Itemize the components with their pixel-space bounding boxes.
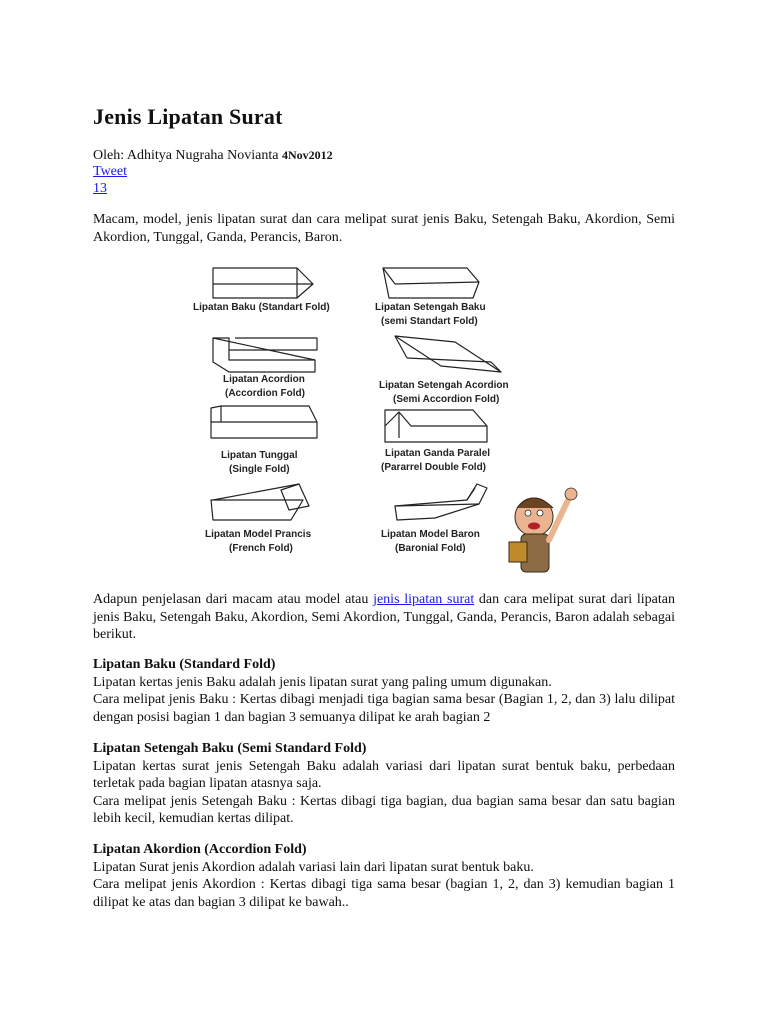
label-acordion-2: (Accordion Fold) [225,388,305,399]
label-acordion-1: Lipatan Acordion [223,374,305,385]
section-title: Lipatan Setengah Baku (Semi Standard Fold) [93,741,367,756]
label-tunggal-2: (Single Fold) [229,464,290,475]
label-prancis-2: (French Fold) [229,543,293,554]
tweet-link[interactable]: Tweet [93,164,128,179]
section-line: Lipatan kertas jenis Baku adalah jenis lipatan surat yang paling umum digunakan. [93,674,552,690]
byline [93,148,333,164]
acordion-fold-drawing [213,338,317,372]
cartoon-character-image [509,488,577,572]
label-baku-1: Lipatan Baku (Standart Fold) [193,302,330,313]
page-title: Jenis Lipatan Surat [93,104,283,129]
section-line: Lipatan kertas surat jenis Setengah Baku adalah variasi dari lipatan surat bentuk baku, perbedaan terletak pada bagian lipatan atasnya saja. [93,758,675,791]
label-setengah-acordion-1: Lipatan Setengah Acordion [379,380,509,391]
post-date: 4Nov2012 [281,148,333,162]
setengah-baku-fold-drawing [383,268,479,298]
section-line: Cara melipat jenis Setengah Baku : Kertas dibagi tiga bagian, dua bagian sama besar dan satu bagian lebih kecil, kemudian kertas dilipat. [93,793,675,826]
section-title: Lipatan Baku (Standard Fold) [93,657,276,672]
section-setengah-baku [93,740,675,828]
setengah-acordion-fold-drawing [395,336,501,372]
tweet-count-link[interactable]: 13 [93,181,107,196]
prancis-fold-drawing [211,484,309,520]
label-setengah-acordion-2: (Semi Accordion Fold) [393,394,500,405]
section-line: Lipatan Surat jenis Akordion adalah variasi lain dari lipatan surat bentuk baku. [93,859,534,875]
baron-fold-drawing [395,484,487,520]
ganda-fold-drawing [385,410,487,442]
section-baku [93,656,675,726]
label-setengah-baku-2: (semi Standart Fold) [381,316,478,327]
label-ganda-1: Lipatan Ganda Paralel [385,448,491,459]
label-ganda-2: (Pararrel Double Fold) [381,462,487,473]
tunggal-fold-drawing [211,406,317,438]
label-tunggal-1: Lipatan Tunggal [221,450,298,461]
jenis-lipatan-surat-link[interactable]: jenis lipatan surat [373,592,475,607]
explanation-text-before: Adapun penjelasan dari macam atau model atau [93,592,374,607]
intro-paragraph: Macam, model, jenis lipatan surat dan cara melipat surat jenis Baku, Setengah Baku, Akordion, Semi Akordion, Tunggal, Ganda, Perancis, Baron. [93,212,675,245]
label-baron-2: (Baronial Fold) [395,543,466,554]
section-title: Lipatan Akordion (Accordion Fold) [93,842,307,857]
label-baron-1: Lipatan Model Baron [381,529,480,540]
baku-fold-drawing [213,268,313,298]
section-line: Cara melipat jenis Baku : Kertas dibagi menjadi tiga bagian sama besar (Bagian 1, 2, dan 3) lalu dilipat dengan posisi bagian 1 dan bagian 3 semuanya dilipat ke arah bagian 2 [93,692,675,725]
label-prancis-1: Lipatan Model Prancis [205,529,312,540]
explanation-paragraph [93,591,675,644]
label-setengah-baku-1: Lipatan Setengah Baku [375,302,486,313]
section-line: Cara melipat jenis Akordion : Kertas dibagi tiga sama besar (bagian 1, 2, dan 3) kemudian bagian 1 dilipat ke atas dan bagian 3 dilipat ke bawah.. [93,877,675,910]
section-akordion [93,841,675,911]
fold-types-illustration [185,262,595,582]
author: Oleh: Adhitya Nugraha Novianta [93,148,279,163]
explanation-text-after: dan cara melipat surat dari lipatan jenis Baku, Setengah Baku, Akordion, Semi Akordion, Tunggal, Ganda, Perancis, Baron adalah sebagai berikut. [93,592,675,642]
fold-diagram-svg [185,262,595,582]
